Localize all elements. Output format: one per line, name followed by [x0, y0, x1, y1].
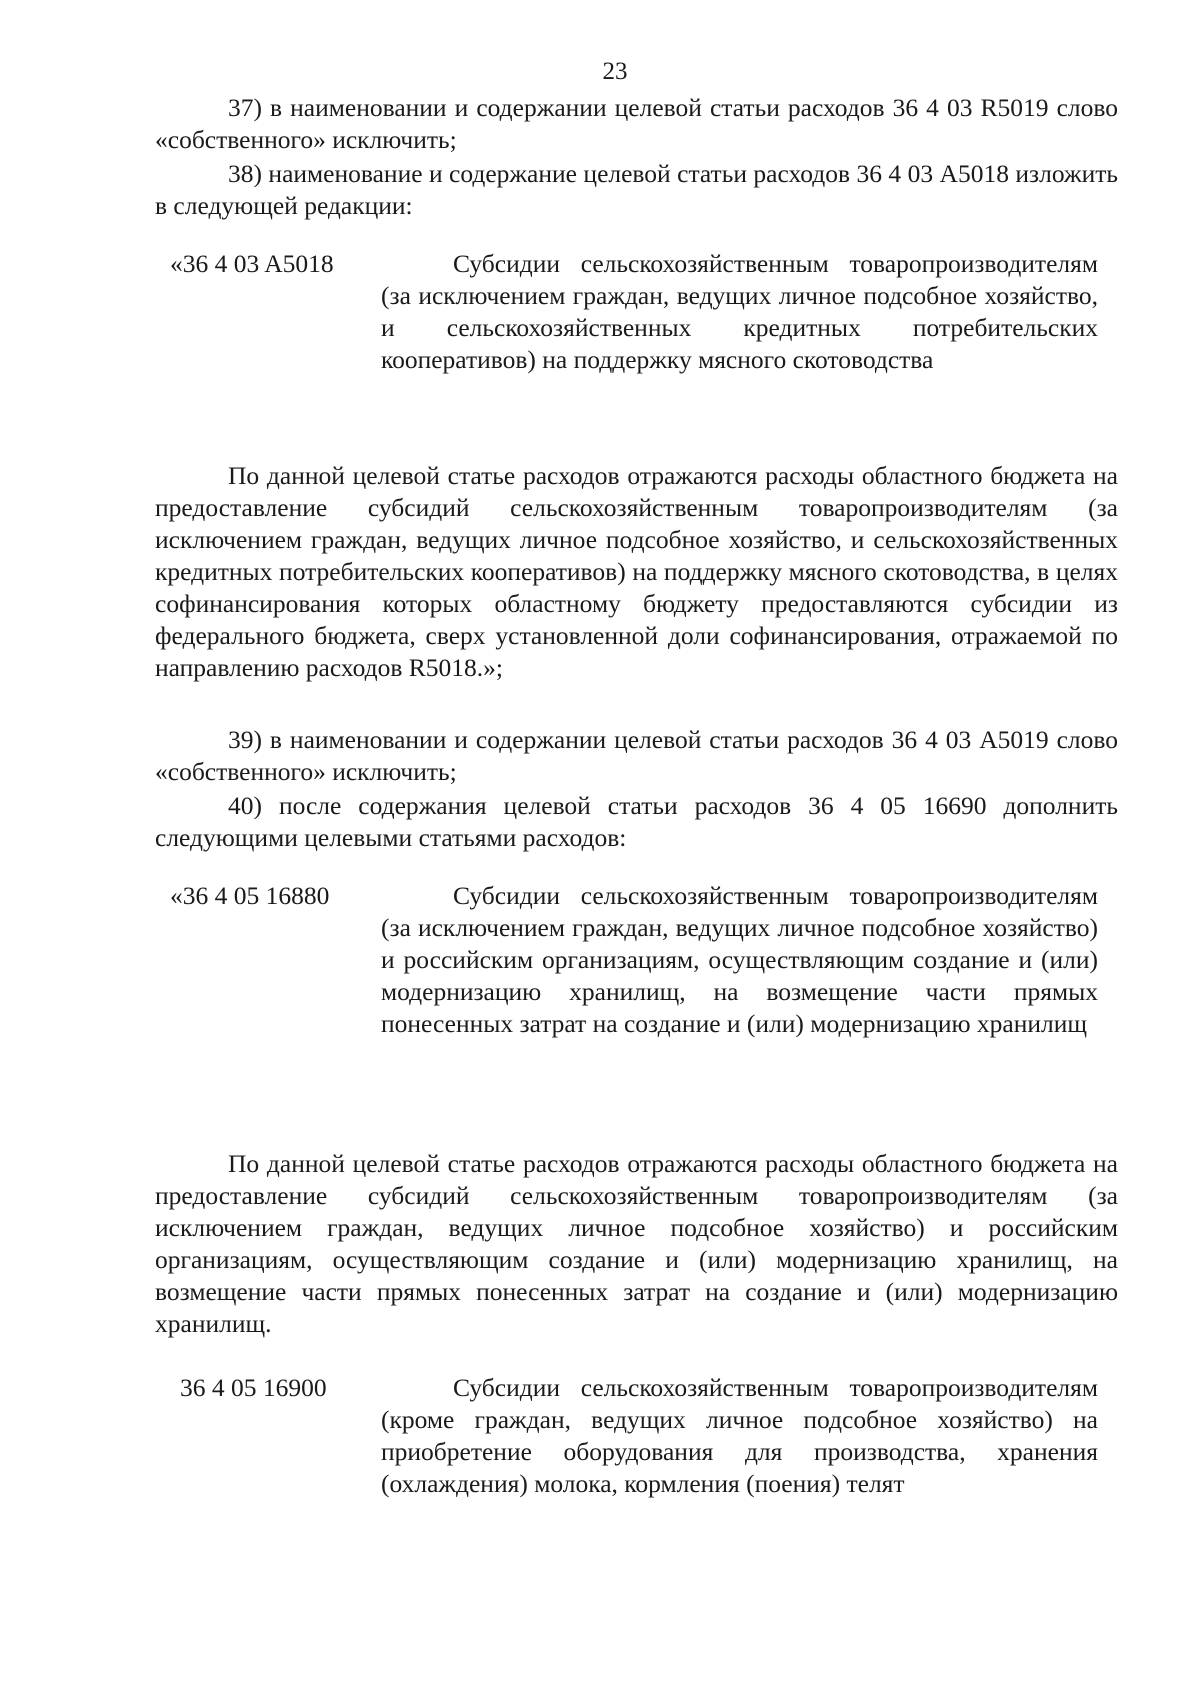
item-37: 37) в наименовании и содержании целевой статьи расходов 36 4 03 R5019 слово «собственного» исключить;: [155, 93, 1118, 154]
page-number: 23: [602, 58, 628, 85]
entry-desc-a5018: Субсидии сельскохозяйственным товаропроизводителям (за исключением граждан, ведущих личное подсобное хозяйство, и сельскохозяйственных кредитных потребительских кооперативов) на поддержку мясного скотоводства: [381, 249, 1098, 374]
entry-code-a5018: «36 4 03 A5018: [170, 249, 334, 278]
entry-explain-a5018: По данной целевой статье расходов отражаются расходы областного бюджета на предоставление субсидий сельскохозяйственным товаропроизводителям (за исключением граждан, ведущих личное подсобное хозяйство, и сельскохозяйственных кредитных потребительских кооперативов) на поддержку мясного скотоводства, в целях софинансирования которых областному бюджету предоставляются субсидии из федерального бюджета, сверх установленной доли софинансирования, отражаемой по направлению расходов R5018.»;: [155, 461, 1118, 682]
item-38: 38) наименование и содержание целевой статьи расходов 36 4 03 A5018 изложить в следующей редакции:: [155, 159, 1118, 220]
entry-desc-16880: Субсидии сельскохозяйственным товаропроизводителям (за исключением граждан, ведущих личное подсобное хозяйство) и российским организациям, осуществляющим создание и (или) модернизацию хранилищ, на возмещение части прямых понесенных затрат на создание и (или) модернизацию хранилищ: [381, 881, 1098, 1038]
entry-desc-16900: Субсидии сельскохозяйственным товаропроизводителям (кроме граждан, ведущих личное подсобное хозяйство) на приобретение оборудования для производства, хранения (охлаждения) молока, кормления (поения) телят: [381, 1373, 1098, 1498]
entry-explain-16880: По данной целевой статье расходов отражаются расходы областного бюджета на предоставление субсидий сельскохозяйственным товаропроизводителям (за исключением граждан, ведущих личное подсобное хозяйство) и российским организациям, осуществляющим создание и (или) модернизацию хранилищ, на возмещение части прямых понесенных затрат на создание и (или) модернизацию хранилищ.: [155, 1149, 1118, 1338]
entry-code-16900: 36 4 05 16900: [180, 1373, 327, 1402]
item-39: 39) в наименовании и содержании целевой статьи расходов 36 4 03 A5019 слово «собственного» исключить;: [155, 725, 1118, 786]
entry-code-16880: «36 4 05 16880: [170, 881, 330, 910]
item-40: 40) после содержания целевой статьи расходов 36 4 05 16690 дополнить следующими целевыми статьями расходов:: [155, 791, 1118, 852]
